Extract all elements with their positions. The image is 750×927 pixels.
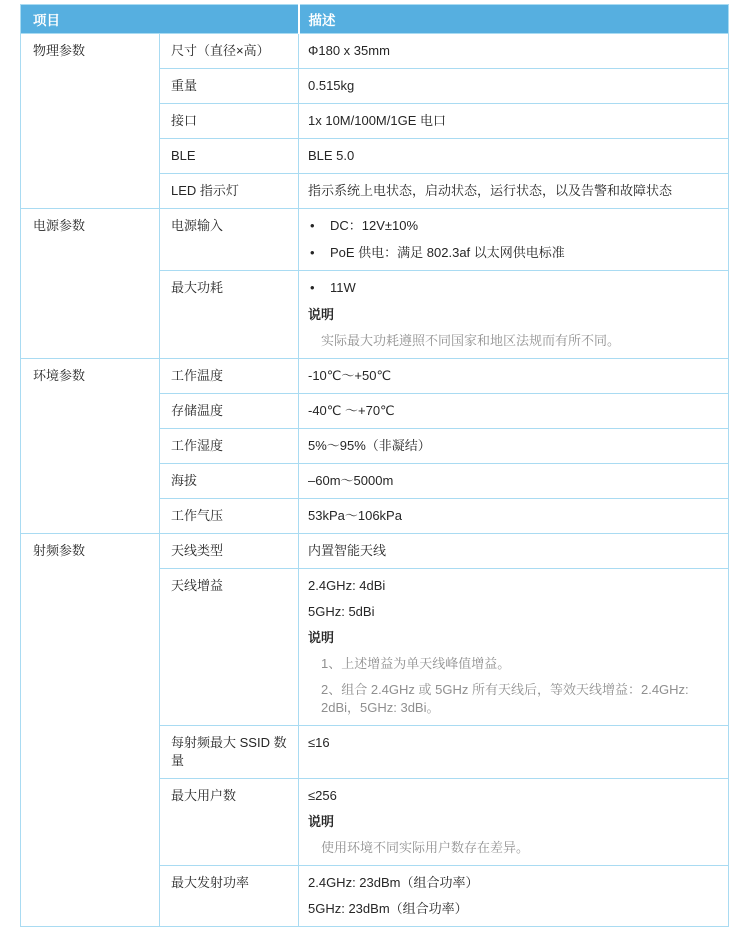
- desc-cell: [299, 209, 729, 271]
- category-cell: 射频参数: [21, 534, 160, 927]
- header-desc-column: 描述: [299, 5, 729, 34]
- table-row: [21, 34, 729, 69]
- desc-line: 指示系统上电状态，启动状态，运行状态，以及告警和故障状态: [308, 183, 673, 198]
- desc-cell: [299, 866, 729, 927]
- item-cell: 最大用户数: [160, 779, 299, 866]
- item-cell: 海拔: [160, 464, 299, 499]
- note-title: 说明: [308, 814, 335, 829]
- item-cell: 接口: [160, 104, 299, 139]
- desc-cell: [299, 69, 729, 104]
- desc-line: 5GHz: 23dBm（组合功率）: [308, 901, 468, 916]
- bullet-line: [308, 279, 718, 297]
- spec-table-body: [21, 34, 729, 927]
- desc-cell: [299, 499, 729, 534]
- desc-line: ≤16: [308, 735, 330, 750]
- note-title: 说明: [308, 307, 335, 322]
- bullet-icon: •: [310, 218, 315, 233]
- note-title: 说明: [308, 630, 335, 645]
- desc-cell: [299, 271, 729, 359]
- item-cell: 工作温度: [160, 359, 299, 394]
- desc-line: 1x 10M/100M/1GE 电口: [308, 113, 446, 128]
- table-row: [21, 534, 729, 569]
- item-cell: 尺寸（直径×高）: [160, 34, 299, 69]
- item-cell: LED 指示灯: [160, 174, 299, 209]
- bullet-icon: •: [310, 245, 315, 260]
- item-cell: 最大发射功率: [160, 866, 299, 927]
- desc-line: 内置智能天线: [308, 543, 387, 558]
- note-text: 1、上述增益为单天线峰值增益。: [321, 656, 511, 671]
- desc-line: Φ180 x 35mm: [308, 43, 390, 58]
- desc-cell: [299, 569, 729, 726]
- desc-cell: [299, 34, 729, 69]
- item-cell: 重量: [160, 69, 299, 104]
- item-cell: 电源输入: [160, 209, 299, 271]
- desc-cell: [299, 464, 729, 499]
- desc-cell: [299, 139, 729, 174]
- item-cell: 工作气压: [160, 499, 299, 534]
- item-cell: 存储温度: [160, 394, 299, 429]
- item-cell: 每射频最大 SSID 数量: [160, 726, 299, 779]
- desc-cell: [299, 779, 729, 866]
- item-cell: 最大功耗: [160, 271, 299, 359]
- bullet-icon: •: [310, 280, 315, 295]
- desc-cell: [299, 534, 729, 569]
- item-cell: 天线类型: [160, 534, 299, 569]
- bullet-text: 11W: [330, 280, 356, 295]
- note-text: 使用环境不同实际用户数存在差异。: [321, 840, 530, 855]
- bullet-text: DC：12V±10%: [330, 218, 419, 233]
- table-row: [21, 209, 729, 271]
- item-cell: 天线增益: [160, 569, 299, 726]
- desc-line: -10℃～+50℃: [308, 368, 392, 383]
- desc-cell: [299, 104, 729, 139]
- desc-cell: [299, 429, 729, 464]
- desc-line: 5GHz: 5dBi: [308, 604, 375, 619]
- note-text: 2、组合 2.4GHz 或 5GHz 所有天线后，等效天线增益：2.4GHz: 2dBi，5GHz: 3dBi。: [321, 682, 689, 715]
- item-cell: 工作湿度: [160, 429, 299, 464]
- spec-table: [20, 4, 729, 927]
- category-cell: 环境参数: [21, 359, 160, 534]
- desc-line: 2.4GHz: 4dBi: [308, 578, 386, 593]
- desc-line: 53kPa～106kPa: [308, 508, 402, 523]
- desc-line: 5%～95%（非凝结）: [308, 438, 431, 453]
- item-cell: BLE: [160, 139, 299, 174]
- bullet-line: [308, 217, 718, 235]
- desc-line: -40℃ ～+70℃: [308, 403, 395, 418]
- desc-line: BLE 5.0: [308, 148, 355, 163]
- table-row: [21, 359, 729, 394]
- spec-table-header: [21, 5, 729, 34]
- bullet-text: PoE 供电：满足 802.3af 以太网供电标准: [330, 245, 565, 260]
- bullet-line: [308, 244, 718, 262]
- desc-cell: [299, 359, 729, 394]
- note-text: 实际最大功耗遵照不同国家和地区法规而有所不同。: [321, 333, 621, 348]
- desc-cell: [299, 394, 729, 429]
- desc-cell: [299, 174, 729, 209]
- category-cell: 物理参数: [21, 34, 160, 209]
- desc-cell: [299, 726, 729, 779]
- category-cell: 电源参数: [21, 209, 160, 359]
- desc-line: ≤256: [308, 788, 337, 803]
- header-item-column: 项目: [21, 5, 299, 34]
- spec-page: [0, 4, 750, 916]
- desc-line: 0.515kg: [308, 78, 355, 93]
- desc-line: 2.4GHz: 23dBm（组合功率）: [308, 875, 479, 890]
- desc-line: –60m～5000m: [308, 473, 394, 488]
